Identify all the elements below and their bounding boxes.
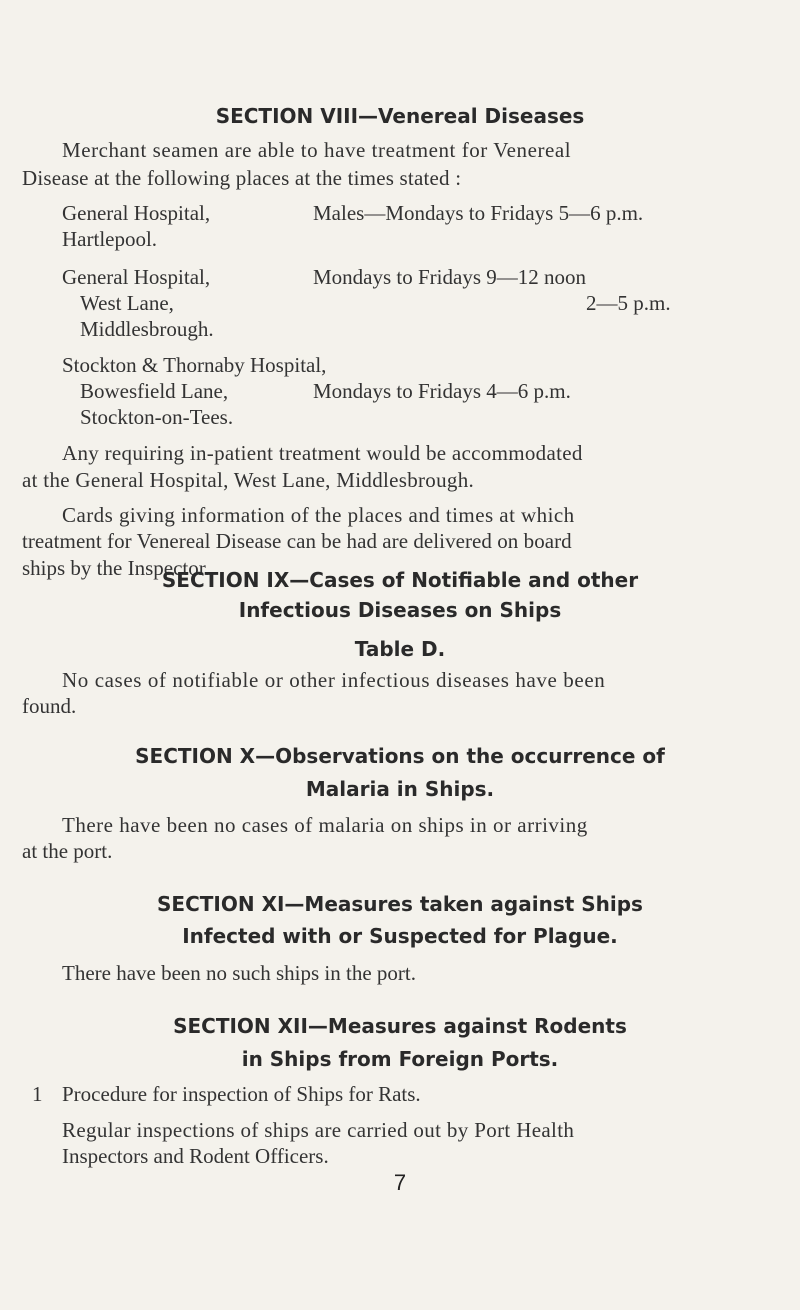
place-times-line: Males—Mondays to Fridays 5—6 p.m. (313, 201, 644, 225)
list-item-number: 1 (32, 1082, 43, 1106)
s8-intro-line1: Merchant seamen are able to have treatment for Venereal (62, 138, 572, 162)
section-10-heading-line1: SECTION X—Observations on the occurrence of (135, 744, 665, 768)
place-name-line: Hartlepool. (62, 227, 158, 251)
place-name-line: West Lane, (80, 291, 174, 315)
section-11-heading-line1: SECTION XI—Measures taken against Ships (157, 892, 643, 916)
place-name-line: Stockton-on-Tees. (80, 405, 234, 429)
s9-body-line2: found. (22, 694, 77, 718)
s8-intro-line2: Disease at the following places at the times stated : (22, 166, 462, 190)
place-name-line: Stockton & Thornaby Hospital, (62, 353, 327, 377)
s8-cards-line1: Cards giving information of the places and times at which (62, 503, 575, 527)
section-12-heading-line2: in Ships from Foreign Ports. (241, 1047, 559, 1071)
section-8-heading: SECTION VIII—Venereal Diseases (215, 104, 585, 128)
s10-body-line2: at the port. (22, 839, 113, 863)
s8-cards-line3: ships by the Inspector. (22, 556, 210, 580)
s11-body-line1: There have been no such ships in the port. (62, 961, 416, 985)
place-name-line: General Hospital, (62, 265, 211, 289)
place-name-line: Bowesfield Lane, (80, 379, 229, 403)
section-9-heading-line2: Infectious Diseases on Ships (238, 598, 562, 622)
place-times-line: Mondays to Fridays 9—12 noon (313, 265, 586, 289)
s9-body-line1: No cases of notifiable or other infectious diseases have been (62, 668, 606, 692)
place-times-line: Mondays to Fridays 4—6 p.m. (313, 379, 571, 403)
page-number: 7 (393, 1170, 407, 1195)
list-item-title: Procedure for inspection of Ships for Rats. (62, 1082, 421, 1106)
place-times-line: 2—5 p.m. (586, 291, 671, 315)
list-item-body-line2: Inspectors and Rodent Officers. (62, 1144, 329, 1168)
s8-inpatient-line1: Any requiring in-patient treatment would be accommodated (62, 441, 583, 465)
section-12-heading-line1: SECTION XII—Measures against Rodents (173, 1014, 627, 1038)
table-d-label: Table D. (354, 637, 446, 661)
section-11-heading-line2: Infected with or Suspected for Plague. (182, 924, 618, 948)
list-item-body-line1: Regular inspections of ships are carried out by Port Health (62, 1118, 575, 1142)
s8-cards-line2: treatment for Venereal Disease can be had are delivered on board (22, 529, 572, 553)
s8-inpatient-line2: at the General Hospital, West Lane, Middlesbrough. (22, 468, 475, 492)
section-9-heading-line1: SECTION IX—Cases of Notifiable and other (161, 568, 639, 592)
section-10-heading-line2: Malaria in Ships. (305, 777, 495, 801)
place-name-line: Middlesbrough. (80, 317, 214, 341)
place-name-line: General Hospital, (62, 201, 211, 225)
s10-body-line1: There have been no cases of malaria on ships in or arriving (62, 813, 588, 837)
